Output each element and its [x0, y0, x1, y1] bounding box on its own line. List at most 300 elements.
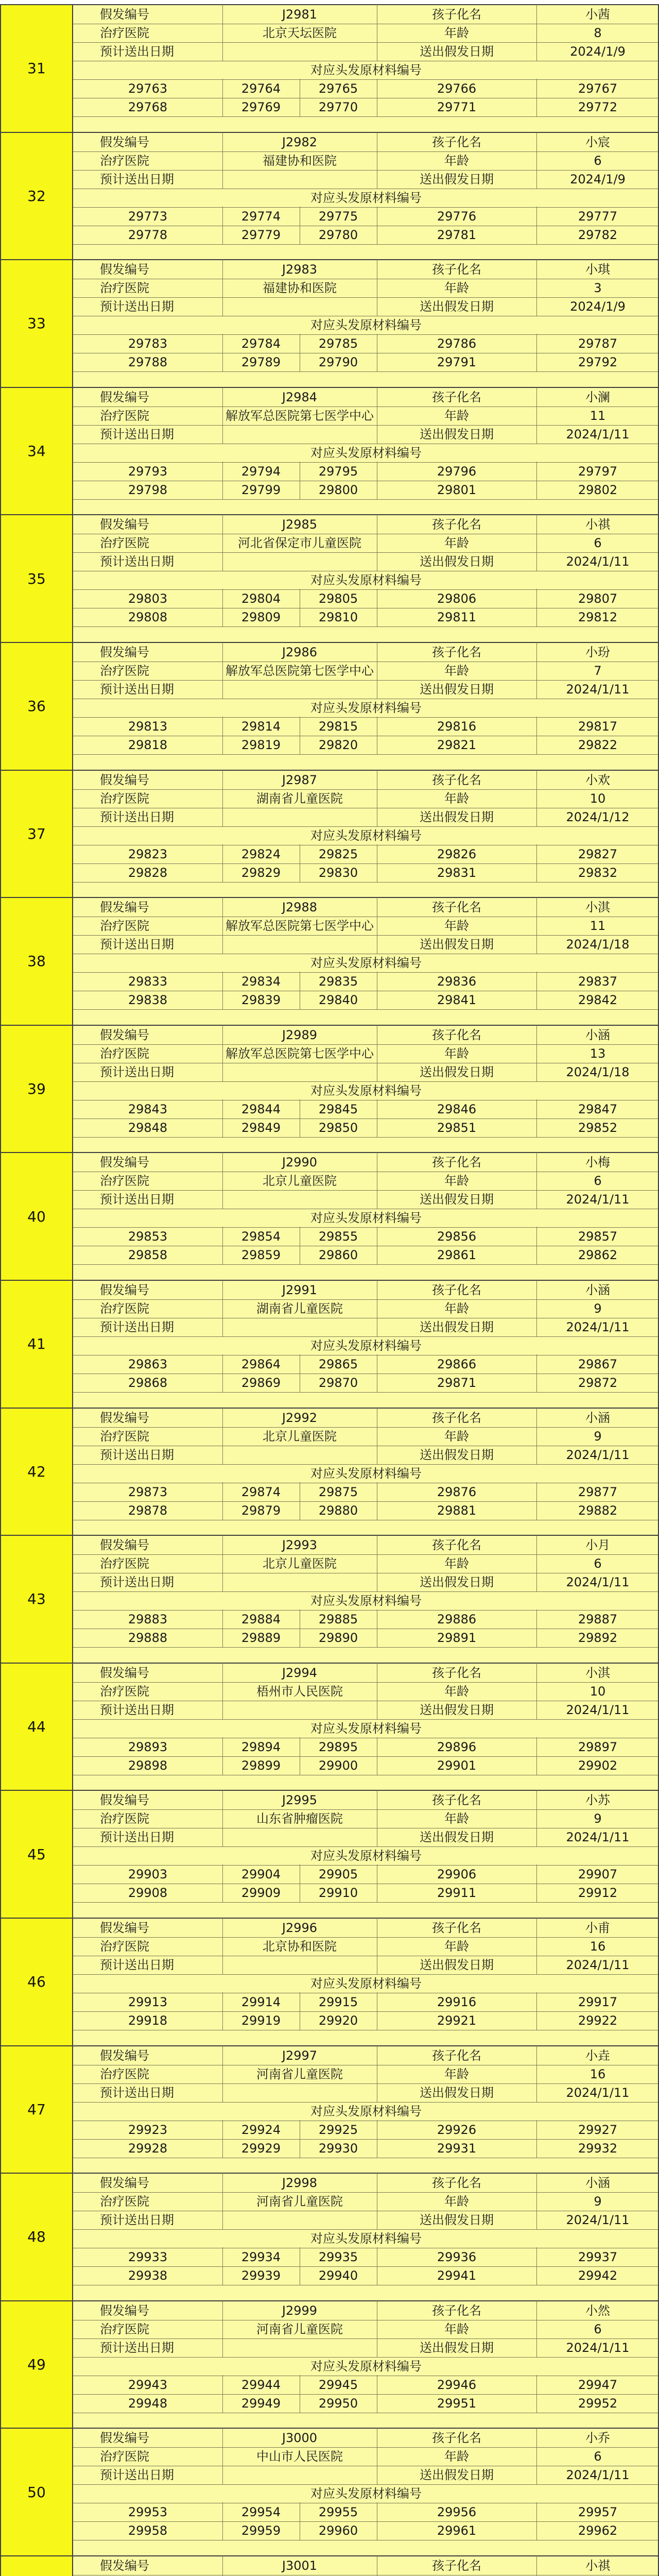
field-label: 治疗医院	[100, 26, 149, 40]
record-row-1	[73, 133, 658, 152]
record-row-2	[73, 2447, 658, 2466]
field-label: 假发编号	[100, 1921, 149, 1935]
field-value: 山东省肿瘤医院	[256, 1811, 343, 1826]
grid-line	[536, 1408, 537, 1428]
material-code: 29833	[128, 974, 168, 989]
grid-line	[536, 2338, 537, 2358]
material-code: 29769	[241, 100, 281, 114]
material-code: 29913	[128, 1995, 168, 2009]
grid-line	[222, 1190, 223, 1209]
grid-line	[222, 935, 223, 954]
record-number: 42	[0, 1408, 73, 1535]
grid-line	[222, 863, 223, 883]
material-code: 29925	[318, 2122, 358, 2137]
field-value: 小欢	[585, 772, 610, 787]
field-value: 10	[589, 791, 606, 806]
field-label: 预计送出日期	[100, 2468, 174, 2483]
material-row	[73, 98, 658, 117]
field-label: 预计送出日期	[100, 937, 174, 952]
grid-line	[536, 2046, 537, 2065]
field-value: 2024/1/11	[566, 2340, 630, 2355]
field-value: 福建协和医院	[263, 153, 337, 168]
wig-record	[0, 132, 659, 260]
material-code: 29916	[437, 1995, 477, 2009]
field-value: 小祺	[585, 517, 610, 532]
field-label: 孩子化名	[432, 7, 481, 22]
grid-line	[222, 1408, 223, 1428]
record-number: 39	[0, 1025, 73, 1153]
record-row-3	[73, 2466, 658, 2485]
record-row-2	[73, 151, 658, 171]
material-code: 29962	[578, 2523, 618, 2538]
material-code: 29938	[128, 2268, 168, 2283]
field-value: 2024/1/11	[566, 427, 630, 442]
field-label: 假发编号	[100, 2431, 149, 2446]
material-row	[73, 2121, 658, 2140]
material-code: 29803	[128, 591, 168, 606]
field-label: 预计送出日期	[100, 682, 174, 697]
grid-line	[536, 1790, 537, 1810]
field-value: 小月	[585, 1538, 610, 1553]
field-value: 2024/1/11	[566, 1192, 630, 1207]
material-code: 29932	[578, 2141, 618, 2156]
material-code: 29876	[437, 1484, 477, 1499]
field-label: 孩子化名	[432, 1921, 481, 1935]
grid-line	[222, 2139, 223, 2158]
grid-line	[222, 717, 223, 736]
material-code: 29911	[437, 1886, 477, 1901]
field-value: 中山市人民医院	[256, 2449, 343, 2464]
field-label: 孩子化名	[432, 1665, 481, 1680]
field-label: 治疗医院	[100, 791, 149, 806]
record-body	[73, 1535, 659, 1663]
grid-line	[222, 2064, 223, 2084]
grid-line	[536, 1883, 537, 1903]
material-code: 29775	[318, 209, 358, 224]
material-code: 29906	[437, 1867, 477, 1882]
field-value: J2999	[282, 2303, 318, 2318]
field-label: 孩子化名	[432, 2558, 481, 2573]
field-value: 2024/1/11	[566, 1320, 630, 1334]
record-number: 44	[0, 1663, 73, 1790]
field-label: 年龄	[444, 1174, 469, 1189]
field-label: 孩子化名	[432, 262, 481, 277]
record-row-1	[73, 643, 658, 662]
grid-line	[222, 387, 223, 407]
grid-line	[536, 2192, 537, 2211]
material-header: 对应头发原材料编号	[310, 63, 422, 77]
grid-line	[222, 1171, 223, 1191]
grid-line	[222, 406, 223, 426]
field-value: J2982	[282, 134, 318, 149]
field-value: 小涵	[585, 2176, 610, 2191]
field-label: 治疗医院	[100, 2194, 149, 2209]
material-code: 29889	[241, 1631, 281, 1646]
material-code: 29844	[241, 1101, 281, 1116]
grid-line	[536, 1280, 537, 1300]
material-code: 29946	[437, 2377, 477, 2392]
grid-line	[536, 552, 537, 571]
field-label: 孩子化名	[432, 2176, 481, 2191]
material-code: 29953	[128, 2505, 168, 2520]
material-header-row	[73, 61, 658, 80]
field-label: 治疗医院	[100, 2066, 149, 2081]
record-body	[73, 387, 659, 515]
grid-line	[536, 480, 537, 500]
material-code: 29892	[578, 1631, 618, 1646]
wig-record	[0, 897, 659, 1025]
material-code: 29872	[578, 1376, 618, 1390]
grid-line	[222, 1153, 223, 1172]
grid-line	[222, 2083, 223, 2103]
grid-line	[222, 1427, 223, 1446]
record-row-1	[73, 1026, 658, 1045]
record-row-2	[73, 534, 658, 553]
field-value: J2989	[282, 1027, 318, 1042]
record-row-2	[73, 2192, 658, 2211]
field-label: 假发编号	[100, 1538, 149, 1553]
field-label: 年龄	[444, 2066, 469, 2081]
field-label: 假发编号	[100, 900, 149, 915]
material-row	[73, 589, 658, 608]
grid-line	[536, 207, 537, 226]
record-row-1	[73, 2301, 658, 2320]
record-row-3	[73, 170, 658, 189]
grid-line	[222, 352, 223, 372]
grid-line	[222, 207, 223, 226]
material-code: 29801	[437, 482, 477, 497]
material-code: 29784	[241, 336, 281, 351]
field-label: 年龄	[444, 26, 469, 40]
material-header-row	[73, 2102, 658, 2121]
field-value: 9	[594, 1429, 602, 1444]
record-row-3	[73, 1446, 658, 1465]
record-number: 49	[0, 2300, 73, 2428]
record-row-1	[73, 1153, 658, 1172]
material-header-row	[73, 1719, 658, 1738]
record-row-1	[73, 260, 658, 279]
grid-line	[536, 1153, 537, 1172]
field-label: 孩子化名	[432, 1027, 481, 1042]
grid-line	[222, 2521, 223, 2540]
field-label: 送出假发日期	[420, 2340, 494, 2355]
field-value: 小祺	[585, 2558, 610, 2573]
material-code: 29843	[128, 1101, 168, 1116]
record-row-1	[73, 2174, 658, 2193]
record-row-2	[73, 1809, 658, 1828]
grid-line	[536, 132, 537, 152]
grid-line	[536, 661, 537, 681]
field-label: 孩子化名	[432, 389, 481, 404]
grid-line	[222, 1317, 223, 1337]
grid-line	[222, 1280, 223, 1300]
grid-line	[536, 2139, 537, 2158]
grid-line	[536, 2247, 537, 2267]
material-code: 29824	[241, 846, 281, 861]
grid-line	[222, 607, 223, 627]
wig-record	[0, 2045, 659, 2173]
grid-line	[222, 1628, 223, 1648]
material-code: 29937	[578, 2250, 618, 2265]
material-code: 29956	[437, 2505, 477, 2520]
grid-line	[222, 151, 223, 171]
record-row-2	[73, 1172, 658, 1191]
field-label: 预计送出日期	[100, 299, 174, 314]
field-label: 治疗医院	[100, 153, 149, 168]
field-value: 10	[589, 1684, 606, 1699]
record-body	[73, 2045, 659, 2173]
material-code: 29812	[578, 610, 618, 625]
wig-record	[0, 387, 659, 515]
material-code: 29860	[318, 1248, 358, 1263]
grid-line	[536, 2064, 537, 2084]
grid-line	[222, 807, 223, 827]
field-label: 治疗医院	[100, 1046, 149, 1061]
field-label: 治疗医院	[100, 664, 149, 678]
material-row	[73, 2248, 658, 2267]
field-value: 11	[589, 408, 606, 423]
grid-line	[536, 1482, 537, 1502]
grid-line	[536, 844, 537, 864]
material-code: 29814	[241, 719, 281, 734]
field-label: 预计送出日期	[100, 172, 174, 187]
grid-line	[536, 23, 537, 43]
field-label: 治疗医院	[100, 1556, 149, 1571]
material-header-row	[73, 571, 658, 590]
grid-line	[536, 1501, 537, 1520]
grid-line	[536, 1937, 537, 1956]
field-label: 孩子化名	[432, 1538, 481, 1553]
material-code: 29901	[437, 1758, 477, 1773]
grid-line	[222, 462, 223, 481]
record-body	[73, 514, 659, 642]
field-label: 假发编号	[100, 1283, 149, 1297]
record-row-1	[73, 1919, 658, 1938]
field-label: 孩子化名	[432, 900, 481, 915]
grid-line	[222, 844, 223, 864]
field-value: 2024/1/9	[570, 299, 626, 314]
material-code: 29868	[128, 1376, 168, 1390]
material-header-row	[73, 189, 658, 208]
grid-line	[536, 1427, 537, 1446]
record-row-2	[73, 1937, 658, 1956]
grid-line	[536, 79, 537, 98]
material-header-row	[73, 2229, 658, 2248]
grid-line	[222, 1883, 223, 1903]
record-body	[73, 1790, 659, 1918]
field-value: 13	[589, 1046, 606, 1061]
grid-line	[222, 1535, 223, 1555]
grid-line	[536, 680, 537, 699]
material-header-row	[73, 826, 658, 845]
grid-line	[536, 1099, 537, 1119]
record-row-3	[73, 1828, 658, 1847]
material-code: 29786	[437, 336, 477, 351]
material-code: 29763	[128, 81, 168, 96]
material-code: 29825	[318, 846, 358, 861]
material-code: 29960	[318, 2523, 358, 2538]
grid-line	[222, 1756, 223, 1775]
material-code: 29952	[578, 2396, 618, 2411]
grid-line	[536, 789, 537, 808]
material-code: 29809	[241, 610, 281, 625]
grid-line	[222, 1099, 223, 1119]
field-value: 北京儿童医院	[263, 1429, 337, 1444]
field-label: 预计送出日期	[100, 809, 174, 824]
field-value: 2024/1/11	[566, 1958, 630, 1972]
material-code: 29835	[318, 974, 358, 989]
record-row-1	[73, 388, 658, 407]
grid-line	[222, 2192, 223, 2211]
material-code: 29879	[241, 1503, 281, 1518]
field-value: 2024/1/11	[566, 2213, 630, 2228]
record-row-2	[73, 917, 658, 936]
grid-line	[536, 972, 537, 991]
grid-line	[536, 1918, 537, 1938]
material-code: 29917	[578, 1995, 618, 2009]
material-row	[73, 334, 658, 353]
grid-line	[222, 2173, 223, 2193]
material-code: 29845	[318, 1101, 358, 1116]
material-code: 29895	[318, 1739, 358, 1754]
material-code: 29847	[578, 1101, 618, 1116]
record-number: 37	[0, 770, 73, 897]
grid-line	[536, 916, 537, 936]
field-label: 年龄	[444, 281, 469, 296]
material-code: 29898	[128, 1758, 168, 1773]
grid-line	[222, 2046, 223, 2065]
field-value: 解放军总医院第七医学中心	[226, 1046, 374, 1061]
material-header-row	[73, 2357, 658, 2376]
grid-line	[536, 2521, 537, 2540]
field-value: 小澜	[585, 389, 610, 404]
material-code: 29919	[241, 2013, 281, 2028]
grid-line	[222, 1992, 223, 2012]
field-label: 治疗医院	[100, 281, 149, 296]
material-code: 29949	[241, 2396, 281, 2411]
grid-line	[222, 2394, 223, 2413]
field-value: 小琪	[585, 262, 610, 277]
grid-line	[222, 2210, 223, 2230]
record-row-3	[73, 1318, 658, 1337]
record-number	[0, 2555, 73, 2576]
material-header: 对应头发原材料编号	[310, 1849, 422, 1863]
material-code: 29828	[128, 865, 168, 880]
material-code: 29861	[437, 1248, 477, 1263]
wig-record	[0, 770, 659, 897]
wig-record	[0, 259, 659, 387]
material-code: 29808	[128, 610, 168, 625]
material-code: 29800	[318, 482, 358, 497]
record-body	[73, 2300, 659, 2428]
grid-line	[536, 2394, 537, 2413]
grid-line	[222, 972, 223, 991]
grid-line	[536, 1535, 537, 1555]
material-code: 29834	[241, 974, 281, 989]
material-row	[73, 717, 658, 736]
material-row	[73, 736, 658, 755]
material-code: 29779	[241, 227, 281, 242]
field-value: 北京儿童医院	[263, 1556, 337, 1571]
grid-line	[536, 1373, 537, 1393]
grid-line	[536, 1682, 537, 1701]
grid-line	[222, 1809, 223, 1828]
material-code: 29914	[241, 1995, 281, 2009]
field-label: 治疗医院	[100, 1429, 149, 1444]
grid-line	[222, 2375, 223, 2395]
material-header: 对应头发原材料编号	[310, 1594, 422, 1608]
field-value: 小垚	[585, 2048, 610, 2063]
grid-line	[536, 897, 537, 917]
record-body	[73, 770, 659, 897]
material-row	[73, 353, 658, 372]
field-label: 年龄	[444, 1429, 469, 1444]
material-code: 29765	[318, 81, 358, 96]
material-header-row	[73, 1081, 658, 1100]
grid-line	[536, 2556, 537, 2575]
material-code: 29764	[241, 81, 281, 96]
material-header: 对应头发原材料编号	[310, 1466, 422, 1481]
grid-line	[222, 480, 223, 500]
field-label: 假发编号	[100, 1410, 149, 1425]
grid-line	[536, 1700, 537, 1720]
material-code: 29870	[318, 1376, 358, 1390]
field-label: 孩子化名	[432, 517, 481, 532]
material-code: 29771	[437, 100, 477, 114]
field-value: 2024/1/9	[570, 172, 626, 187]
field-label: 孩子化名	[432, 1283, 481, 1297]
grid-line	[536, 5, 537, 24]
grid-line	[536, 2083, 537, 2103]
wig-record	[0, 2300, 659, 2428]
material-code: 29778	[128, 227, 168, 242]
record-number: 31	[0, 4, 73, 132]
record-row-1	[73, 771, 658, 790]
field-value: J2986	[282, 645, 318, 659]
grid-line	[536, 1756, 537, 1775]
field-label: 孩子化名	[432, 134, 481, 149]
wig-record	[0, 1152, 659, 1280]
material-code: 29846	[437, 1101, 477, 1116]
material-code: 29798	[128, 482, 168, 497]
wig-record	[0, 1663, 659, 1790]
grid-line	[536, 807, 537, 827]
field-label: 送出假发日期	[420, 1192, 494, 1207]
field-label: 治疗医院	[100, 1301, 149, 1316]
record-body	[73, 897, 659, 1025]
field-label: 假发编号	[100, 517, 149, 532]
material-row	[73, 1756, 658, 1775]
record-row-2	[73, 279, 658, 298]
grid-line	[536, 97, 537, 117]
material-row	[73, 1738, 658, 1757]
record-number: 32	[0, 132, 73, 260]
field-label: 年龄	[444, 1301, 469, 1316]
material-code: 29805	[318, 591, 358, 606]
field-label: 送出假发日期	[420, 1064, 494, 1079]
material-code: 29942	[578, 2268, 618, 2283]
field-value: 河南省儿童医院	[256, 2066, 343, 2081]
material-code: 29869	[241, 1376, 281, 1390]
material-code: 29832	[578, 865, 618, 880]
grid-line	[222, 552, 223, 571]
material-row	[73, 863, 658, 883]
field-value: J2992	[282, 1410, 318, 1425]
record-row-1	[73, 2429, 658, 2448]
field-label: 预计送出日期	[100, 1830, 174, 1845]
material-header: 对应头发原材料编号	[310, 956, 422, 971]
material-header: 对应头发原材料编号	[310, 1338, 422, 1353]
